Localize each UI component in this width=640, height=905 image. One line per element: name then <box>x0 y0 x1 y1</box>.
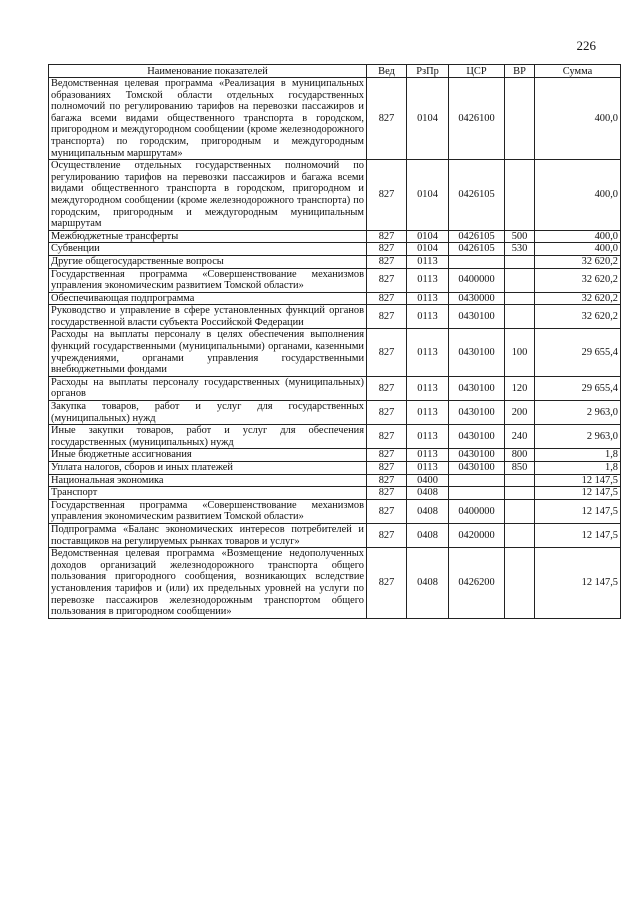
cell-sum: 2 963,0 <box>535 425 621 449</box>
cell-name: Закупка товаров, работ и услуг для государственных (муниципальных) нужд <box>49 401 367 425</box>
cell-ved: 827 <box>367 449 407 462</box>
cell-rzpr: 0104 <box>407 78 449 160</box>
cell-sum: 1,8 <box>535 462 621 475</box>
cell-sum: 400,0 <box>535 243 621 256</box>
cell-name: Иные закупки товаров, работ и услуг для обеспечения государственных (муниципальных) нужд <box>49 425 367 449</box>
cell-vr <box>505 268 535 292</box>
cell-rzpr: 0400 <box>407 474 449 487</box>
cell-ved: 827 <box>367 305 407 329</box>
cell-sum: 32 620,2 <box>535 305 621 329</box>
cell-rzpr: 0408 <box>407 548 449 619</box>
cell-csr: 0430100 <box>449 401 505 425</box>
cell-ved: 827 <box>367 523 407 547</box>
cell-ved: 827 <box>367 78 407 160</box>
cell-csr: 0430100 <box>449 449 505 462</box>
cell-sum: 12 147,5 <box>535 487 621 500</box>
cell-sum: 2 963,0 <box>535 401 621 425</box>
cell-ved: 827 <box>367 329 407 376</box>
cell-vr: 120 <box>505 376 535 400</box>
cell-vr <box>505 523 535 547</box>
cell-ved: 827 <box>367 474 407 487</box>
cell-csr: 0426200 <box>449 548 505 619</box>
cell-rzpr: 0104 <box>407 230 449 243</box>
table-row <box>49 548 621 619</box>
cell-name: Руководство и управление в сфере установленных функций органов государственной власти субъекта Российской Федерации <box>49 305 367 329</box>
table-body <box>49 78 621 619</box>
table-row <box>49 255 621 268</box>
cell-name: Иные бюджетные ассигнования <box>49 449 367 462</box>
table-row <box>49 462 621 475</box>
cell-csr: 0426105 <box>449 243 505 256</box>
cell-name: Национальная экономика <box>49 474 367 487</box>
cell-ved: 827 <box>367 401 407 425</box>
cell-sum: 29 655,4 <box>535 329 621 376</box>
table-row <box>49 292 621 305</box>
table-row <box>49 305 621 329</box>
cell-csr: 0430100 <box>449 376 505 400</box>
cell-sum: 12 147,5 <box>535 548 621 619</box>
cell-csr: 0420000 <box>449 523 505 547</box>
cell-csr: 0430100 <box>449 305 505 329</box>
table-header-row <box>49 65 621 78</box>
cell-ved: 827 <box>367 268 407 292</box>
cell-rzpr: 0408 <box>407 487 449 500</box>
cell-name: Обеспечивающая подпрограмма <box>49 292 367 305</box>
cell-rzpr: 0113 <box>407 425 449 449</box>
cell-vr: 800 <box>505 449 535 462</box>
cell-sum: 12 147,5 <box>535 523 621 547</box>
cell-sum: 32 620,2 <box>535 268 621 292</box>
cell-name: Подпрограмма «Баланс экономических интересов потребителей и поставщиков на регулируемых рынках товаров и услуг» <box>49 523 367 547</box>
cell-ved: 827 <box>367 548 407 619</box>
cell-name: Ведомственная целевая программа «Реализация в муниципальных образованиях Томской области отдельных государственных полномочий по регулированию тарифов на перевозки пассажиров и багажа всеми видами общественного транспорта в городском, пригородном и междугородном сообщении (кроме железнодорожного транспорта) по городским, пригородным и междугородным муниципальным маршрутам» <box>49 78 367 160</box>
cell-rzpr: 0113 <box>407 305 449 329</box>
cell-vr <box>505 487 535 500</box>
cell-vr <box>505 255 535 268</box>
table-row <box>49 499 621 523</box>
cell-rzpr: 0113 <box>407 268 449 292</box>
cell-csr: 0430100 <box>449 425 505 449</box>
column-header-rzpr: РзПр <box>407 65 449 78</box>
cell-name: Государственная программа «Совершенствование механизмов управления экономическим развитием Томской области» <box>49 499 367 523</box>
cell-rzpr: 0408 <box>407 523 449 547</box>
cell-ved: 827 <box>367 499 407 523</box>
cell-rzpr: 0113 <box>407 449 449 462</box>
table-row <box>49 474 621 487</box>
cell-name: Ведомственная целевая программа «Возмещение недополученных доходов организаций железнодорожного транспорта общего пользования пригородного сообщения, возникающих вследствие установления тарифов и (или) их предельных уровней на услуги по перевозке пассажиров железнодорожным транспортом общего пользования в пригородном сообщении» <box>49 548 367 619</box>
cell-rzpr: 0113 <box>407 255 449 268</box>
cell-name: Государственная программа «Совершенствование механизмов управления экономическим развитием Томской области» <box>49 268 367 292</box>
cell-ved: 827 <box>367 425 407 449</box>
cell-ved: 827 <box>367 255 407 268</box>
cell-ved: 827 <box>367 376 407 400</box>
cell-rzpr: 0104 <box>407 243 449 256</box>
cell-rzpr: 0113 <box>407 462 449 475</box>
cell-sum: 12 147,5 <box>535 474 621 487</box>
cell-name: Расходы на выплаты персоналу государственных (муниципальных) органов <box>49 376 367 400</box>
cell-sum: 12 147,5 <box>535 499 621 523</box>
cell-vr: 500 <box>505 230 535 243</box>
table-row <box>49 243 621 256</box>
cell-vr: 100 <box>505 329 535 376</box>
cell-name: Субвенции <box>49 243 367 256</box>
cell-name: Транспорт <box>49 487 367 500</box>
cell-vr: 200 <box>505 401 535 425</box>
cell-rzpr: 0104 <box>407 160 449 231</box>
column-header-sum: Сумма <box>535 65 621 78</box>
cell-ved: 827 <box>367 292 407 305</box>
table-row <box>49 425 621 449</box>
cell-ved: 827 <box>367 243 407 256</box>
cell-sum: 32 620,2 <box>535 292 621 305</box>
cell-rzpr: 0113 <box>407 401 449 425</box>
table-row <box>49 78 621 160</box>
cell-sum: 400,0 <box>535 160 621 231</box>
cell-vr <box>505 305 535 329</box>
cell-vr <box>505 292 535 305</box>
cell-csr: 0400000 <box>449 268 505 292</box>
cell-sum: 32 620,2 <box>535 255 621 268</box>
cell-sum: 400,0 <box>535 230 621 243</box>
cell-name: Межбюджетные трансферты <box>49 230 367 243</box>
cell-vr <box>505 499 535 523</box>
cell-sum: 29 655,4 <box>535 376 621 400</box>
cell-sum: 1,8 <box>535 449 621 462</box>
cell-vr <box>505 160 535 231</box>
table-row <box>49 160 621 231</box>
page-number: 226 <box>576 38 596 53</box>
cell-vr <box>505 78 535 160</box>
cell-rzpr: 0113 <box>407 376 449 400</box>
cell-rzpr: 0408 <box>407 499 449 523</box>
budget-table <box>48 64 621 619</box>
cell-csr: 0400000 <box>449 499 505 523</box>
cell-csr: 0430100 <box>449 329 505 376</box>
table-row <box>49 449 621 462</box>
cell-csr: 0430000 <box>449 292 505 305</box>
cell-vr: 850 <box>505 462 535 475</box>
table-row <box>49 230 621 243</box>
cell-name: Осуществление отдельных государственных полномочий по регулированию тарифов на перевозки пассажиров и багажа всеми видами общественного транспорта в городском, пригородном и междугородном сообщении (кроме железнодорожного транспорта) по городским, пригородным и междугородным муниципальным маршрутам <box>49 160 367 231</box>
cell-ved: 827 <box>367 160 407 231</box>
cell-name: Расходы на выплаты персоналу в целях обеспечения выполнения функций государственными (муниципальными) органами, казенными учреждениями, органами управления государственными внебюджетными фондами <box>49 329 367 376</box>
table-row <box>49 401 621 425</box>
cell-rzpr: 0113 <box>407 292 449 305</box>
cell-ved: 827 <box>367 230 407 243</box>
cell-name: Уплата налогов, сборов и иных платежей <box>49 462 367 475</box>
cell-csr <box>449 474 505 487</box>
table-row <box>49 523 621 547</box>
cell-vr: 240 <box>505 425 535 449</box>
cell-csr: 0426100 <box>449 78 505 160</box>
cell-csr <box>449 487 505 500</box>
cell-vr <box>505 548 535 619</box>
column-header-vr: ВР <box>505 65 535 78</box>
cell-csr <box>449 255 505 268</box>
cell-sum: 400,0 <box>535 78 621 160</box>
table-row <box>49 268 621 292</box>
cell-ved: 827 <box>367 462 407 475</box>
table-row <box>49 376 621 400</box>
cell-csr: 0426105 <box>449 230 505 243</box>
column-header-ved: Вед <box>367 65 407 78</box>
column-header-name: Наименование показателей <box>49 65 367 78</box>
cell-vr: 530 <box>505 243 535 256</box>
table-row <box>49 487 621 500</box>
cell-vr <box>505 474 535 487</box>
column-header-csr: ЦСР <box>449 65 505 78</box>
cell-rzpr: 0113 <box>407 329 449 376</box>
cell-ved: 827 <box>367 487 407 500</box>
table-row <box>49 329 621 376</box>
cell-csr: 0430100 <box>449 462 505 475</box>
cell-name: Другие общегосударственные вопросы <box>49 255 367 268</box>
cell-csr: 0426105 <box>449 160 505 231</box>
